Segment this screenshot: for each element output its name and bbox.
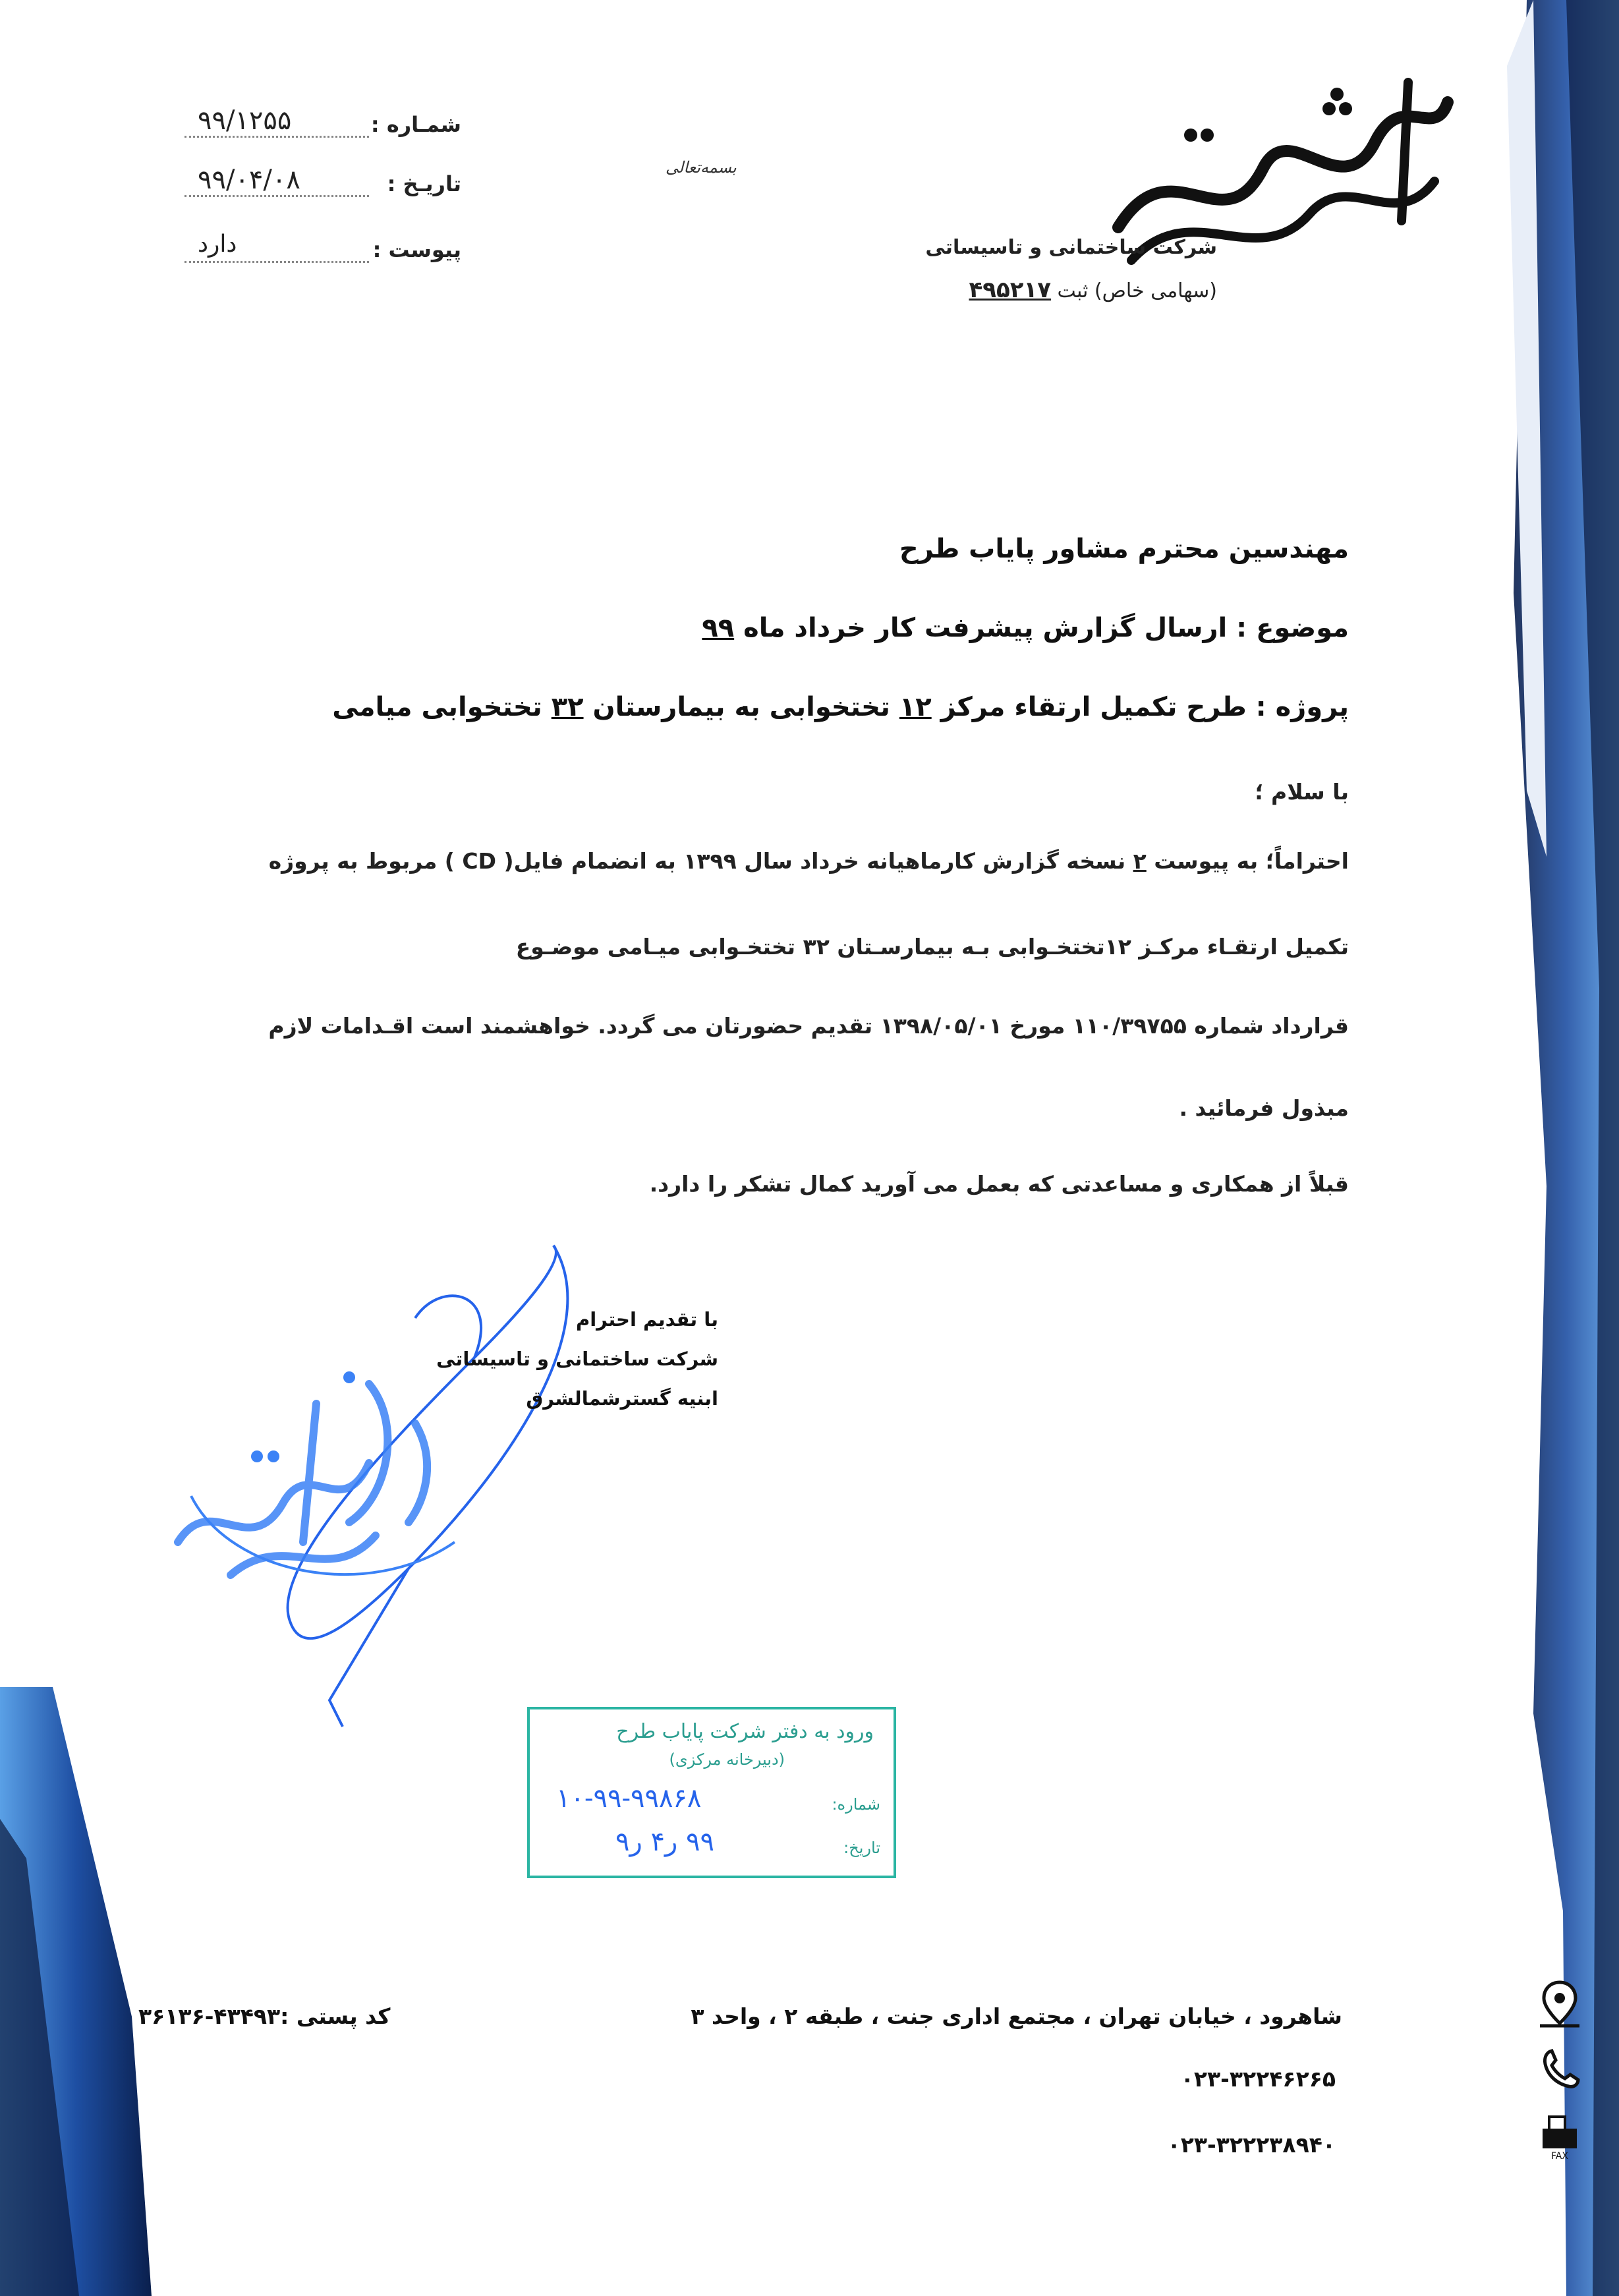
phone-icon (1533, 2043, 1586, 2096)
letter-date-label: تاریـخ : (387, 171, 461, 196)
body-line-1-a: احتراماً؛ به پیوست (1154, 848, 1349, 874)
recipient-heading: مهندسین محترم مشاور پایاب طرح (899, 534, 1349, 564)
footer-phone: ۰۲۳-۳۲۲۴۶۲۶۵ (1180, 2066, 1336, 2092)
body-line-4: مبذول فرمائید . (1179, 1095, 1349, 1121)
project-text-3: تختخوابی میامی (332, 692, 542, 722)
subject-heading (702, 613, 1349, 643)
fax-icon (1533, 2109, 1586, 2162)
body-line-1-b: نسخه گزارش کارماهیانه خرداد سال ۱۳۹۹ به انضمام فایل( CD ) مربوط به پروژه (268, 848, 1126, 874)
project-heading (332, 692, 1349, 722)
dotted-line (185, 261, 369, 263)
registration-prefix: (سهامی خاص) ثبت (1057, 279, 1217, 302)
signature-company-name: ابنیه گسترشمالشرق (526, 1387, 718, 1410)
letter-date-value: ۹۹/۰۴/۰۸ (198, 165, 300, 195)
location-pin-icon (1533, 1977, 1586, 2030)
dotted-line (185, 195, 369, 197)
project-text-2: تختخوابی به بیمارستان (592, 692, 890, 722)
attachment-row (152, 231, 461, 270)
dotted-line (185, 136, 369, 138)
subject-month: ۹۹ (702, 613, 735, 643)
body-line-1 (123, 850, 1349, 872)
receipt-number-value: ۱۰-۹۹-۹۹۸۶۸ (556, 1783, 702, 1814)
attachment-value: دارد (198, 231, 237, 258)
project-text-1: پروژه : طرح تکمیل ارتقاء مرکز (940, 692, 1349, 722)
attachment-label: پیوست : (372, 237, 461, 262)
closing-line: قبلاً از همکاری و مساعدتی که بعمل می آورید کمال تشکر را دارد. (649, 1171, 1349, 1197)
letter-date-row (152, 165, 461, 204)
registration-number: ۴۹۵۲۱۷ (969, 277, 1051, 303)
receipt-date-label: تاریخ: (843, 1839, 880, 1857)
letter-number-value: ۹۹/۱۲۵۵ (198, 105, 292, 136)
body-line-3: قرارداد شماره ۱۱۰/۳۹۷۵۵ مورخ ۱۳۹۸/۰۵/۰۱ تقدیم حضورتان می گردد. خواهشمند است اقـدامات لازم (268, 1013, 1349, 1039)
body-line-2: تکمیل ارتقـاء مرکـز ۱۲تختخـوابی بـه بیمارسـتان ۳۲ تختخـوابی میـامی موضـوع (515, 934, 1349, 960)
copies-count: ۲ (1133, 848, 1147, 874)
company-seal (152, 1325, 521, 1608)
receipt-stamp (527, 1707, 896, 1878)
receipt-title: ورود به دفتر شرکت پایاب طرح (616, 1720, 874, 1743)
subject-text: موضوع : ارسال گزارش پیشرفت کار خرداد ماه (743, 613, 1349, 643)
letter-number-row (152, 105, 461, 145)
right-decorative-band (1448, 0, 1619, 2296)
basmala: بسمه‌تعالی (666, 158, 737, 177)
signature-company-type: شرکت ساختمانی و تاسیساتی (436, 1348, 718, 1370)
footer-address: شاهرود ، خیابان تهران ، مجتمع اداری جنت ، طبقه ۲ ، واحد ۳ (691, 2003, 1342, 2029)
left-decorative-band (0, 1687, 152, 2296)
greeting: با سلام ؛ (1255, 779, 1349, 805)
project-beds-2: ۳۲ (551, 692, 584, 722)
company-registration (969, 277, 1217, 303)
project-beds-1: ۱۲ (899, 692, 932, 722)
company-subtitle: شرکت ساختمانی و تاسیساتی (925, 236, 1217, 259)
letter-number-label: شمـاره : (370, 112, 461, 137)
footer-fax: ۰۲۳-۳۲۲۲۳۸۹۴۰ (1167, 2132, 1336, 2158)
receipt-date-value: ۹۹ ر۴ ر۹ (615, 1827, 714, 1857)
receipt-number-label: شماره: (832, 1795, 880, 1814)
footer-postal-code: کد پستی :۴۳۴۹۳-۳۶۱۳۶ (138, 2003, 391, 2029)
svg-text:FAX: FAX (1551, 2151, 1568, 2162)
signature-salutation: با تقدیم احترام (575, 1308, 718, 1331)
receipt-subtitle: (دبیرخانه مرکزی) (669, 1750, 785, 1769)
